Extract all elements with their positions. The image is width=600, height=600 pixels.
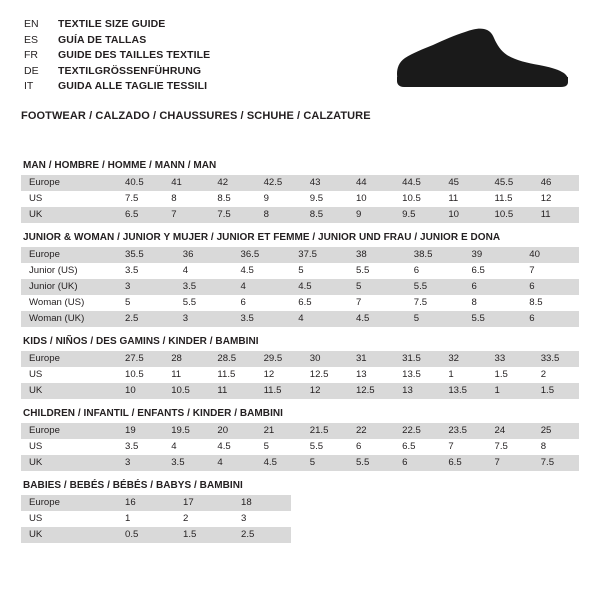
table-row (21, 295, 579, 311)
cell: 19 (117, 423, 163, 439)
cell: 40.5 (117, 175, 163, 191)
cell: 11 (163, 367, 209, 383)
cell: 10.5 (117, 367, 163, 383)
cell: 11 (440, 191, 486, 207)
cell: 7 (163, 207, 209, 223)
cell: 20 (209, 423, 255, 439)
row-label: Europe (21, 175, 117, 191)
cell: 27.5 (117, 351, 163, 367)
cell: 8.5 (521, 295, 579, 311)
cell: 18 (233, 495, 291, 511)
table-row (21, 439, 579, 455)
cell: 2 (533, 367, 579, 383)
cell: 7.5 (487, 439, 533, 455)
cell: 2.5 (117, 311, 175, 327)
cell: 13 (394, 383, 440, 399)
row-label: UK (21, 527, 117, 543)
cell: 12 (256, 367, 302, 383)
cell: 21 (256, 423, 302, 439)
cell: 4 (175, 263, 233, 279)
cell: 6 (348, 439, 394, 455)
table-row (21, 311, 579, 327)
cell: 5 (302, 455, 348, 471)
section-man (21, 160, 579, 223)
cell: 3.5 (175, 279, 233, 295)
cell: 2.5 (233, 527, 291, 543)
cell: 6 (394, 455, 440, 471)
language-code: IT (24, 80, 34, 93)
cell: 6.5 (464, 263, 522, 279)
table-row (21, 191, 579, 207)
table-row (21, 367, 579, 383)
cell: 36.5 (233, 247, 291, 263)
cell: 12 (302, 383, 348, 399)
cell: 9.5 (394, 207, 440, 223)
language-code: DE (24, 64, 39, 77)
cell: 4.5 (233, 263, 291, 279)
cell: 5 (290, 263, 348, 279)
cell: 5.5 (302, 439, 348, 455)
cell: 23.5 (440, 423, 486, 439)
cell: 10.5 (487, 207, 533, 223)
table-row (21, 263, 579, 279)
cell: 1 (487, 383, 533, 399)
cell: 6.5 (440, 455, 486, 471)
cell: 5 (117, 295, 175, 311)
cell: 4.5 (348, 311, 406, 327)
cell: 12.5 (302, 367, 348, 383)
cell: 11.5 (487, 191, 533, 207)
cell: 3 (175, 311, 233, 327)
size-table-babies (21, 495, 291, 543)
cell: 12.5 (348, 383, 394, 399)
cell: 9 (256, 191, 302, 207)
cell: 31.5 (394, 351, 440, 367)
cell: 10.5 (163, 383, 209, 399)
cell: 19.5 (163, 423, 209, 439)
cell: 4 (290, 311, 348, 327)
cell: 24 (487, 423, 533, 439)
row-label: US (21, 439, 117, 455)
cell: 36 (175, 247, 233, 263)
row-label: Europe (21, 423, 117, 439)
row-label: UK (21, 455, 117, 471)
cell: 37.5 (290, 247, 348, 263)
cell: 11 (209, 383, 255, 399)
cell: 13.5 (440, 383, 486, 399)
cell: 1 (440, 367, 486, 383)
cell: 5.5 (348, 263, 406, 279)
language-title: GUIDE DES TAILLES TEXTILE (58, 49, 211, 62)
cell: 5.5 (348, 455, 394, 471)
section-children (21, 408, 579, 471)
cell: 44.5 (394, 175, 440, 191)
row-label: Junior (US) (21, 263, 117, 279)
cell: 6 (464, 279, 522, 295)
cell: 1.5 (175, 527, 233, 543)
cell: 28.5 (209, 351, 255, 367)
cell: 7.5 (533, 455, 579, 471)
cell: 21.5 (302, 423, 348, 439)
cell: 8 (256, 207, 302, 223)
cell: 7.5 (117, 191, 163, 207)
table-row (21, 383, 579, 399)
cell: 39 (464, 247, 522, 263)
cell: 1.5 (487, 367, 533, 383)
row-label: Europe (21, 495, 117, 511)
row-label: Woman (UK) (21, 311, 117, 327)
cell: 0.5 (117, 527, 175, 543)
row-label: US (21, 367, 117, 383)
cell: 3 (117, 279, 175, 295)
cell: 11.5 (256, 383, 302, 399)
cell: 44 (348, 175, 394, 191)
table-row (21, 247, 579, 263)
cell: 8.5 (209, 191, 255, 207)
language-row (24, 48, 210, 64)
cell: 43 (302, 175, 348, 191)
table-row (21, 207, 579, 223)
cell: 16 (117, 495, 175, 511)
cell: 1 (117, 511, 175, 527)
cell: 6.5 (117, 207, 163, 223)
cell: 38.5 (406, 247, 464, 263)
size-table-man (21, 175, 579, 223)
language-row (24, 64, 210, 80)
size-table-junior-woman (21, 247, 579, 327)
cell: 29.5 (256, 351, 302, 367)
cell: 6.5 (394, 439, 440, 455)
cell: 10 (348, 191, 394, 207)
cell: 33 (487, 351, 533, 367)
section-title: MAN / HOMBRE / HOMME / MANN / MAN (23, 160, 217, 171)
cell: 7 (521, 263, 579, 279)
cell: 7 (487, 455, 533, 471)
language-title: TEXTILGRÖSSENFÜHRUNG (58, 64, 202, 77)
row-label: Europe (21, 351, 117, 367)
cell: 10 (440, 207, 486, 223)
cell: 4 (163, 439, 209, 455)
cell: 17 (175, 495, 233, 511)
table-row (21, 495, 291, 511)
row-label: UK (21, 383, 117, 399)
language-row (24, 33, 210, 49)
cell: 5.5 (464, 311, 522, 327)
table-row (21, 511, 291, 527)
cell: 4.5 (256, 455, 302, 471)
row-label: US (21, 191, 117, 207)
language-code: EN (24, 18, 39, 30)
cell: 11 (533, 207, 579, 223)
cell: 3.5 (163, 455, 209, 471)
row-label: Junior (UK) (21, 279, 117, 295)
cell: 13 (348, 367, 394, 383)
cell: 42.5 (256, 175, 302, 191)
cell: 45.5 (487, 175, 533, 191)
cell: 5 (348, 279, 406, 295)
section-title: CHILDREN / INFANTIL / ENFANTS / KINDER / BAMBINI (23, 408, 283, 419)
cell: 7 (348, 295, 406, 311)
cell: 6 (521, 311, 579, 327)
section-title: KIDS / NIÑOS / DES GAMINS / KINDER / BAMBINI (23, 336, 259, 347)
section-babies (21, 480, 579, 543)
cell: 2 (175, 511, 233, 527)
cell: 3.5 (117, 263, 175, 279)
cell: 25 (533, 423, 579, 439)
cell: 13.5 (394, 367, 440, 383)
cell: 5 (256, 439, 302, 455)
cell: 3 (233, 511, 291, 527)
cell: 12 (533, 191, 579, 207)
language-code: FR (24, 49, 38, 62)
table-row (21, 175, 579, 191)
document-header (0, 0, 600, 122)
section-title: JUNIOR & WOMAN / JUNIOR Y MUJER / JUNIOR ET FEMME / JUNIOR UND FRAU / JUNIOR E DONA (23, 232, 501, 243)
row-label: UK (21, 207, 117, 223)
category-line: FOOTWEAR / CALZADO / CHAUSSURES / SCHUHE / CALZATURE (21, 110, 371, 122)
row-label: US (21, 511, 117, 527)
table-row (21, 423, 579, 439)
dress-shoe-icon (389, 27, 574, 97)
cell: 3.5 (117, 439, 163, 455)
language-title: TEXTILE SIZE GUIDE (58, 18, 166, 30)
cell: 10 (117, 383, 163, 399)
table-row (21, 455, 579, 471)
cell: 33.5 (533, 351, 579, 367)
cell: 7.5 (406, 295, 464, 311)
cell: 5 (406, 311, 464, 327)
cell: 11.5 (209, 367, 255, 383)
cell: 4 (233, 279, 291, 295)
table-row (21, 351, 579, 367)
language-row (24, 17, 210, 33)
table-row (21, 527, 291, 543)
cell: 41 (163, 175, 209, 191)
cell: 22 (348, 423, 394, 439)
cell: 6.5 (290, 295, 348, 311)
cell: 4.5 (290, 279, 348, 295)
language-row (24, 79, 210, 95)
language-title-list (24, 17, 210, 95)
cell: 46 (533, 175, 579, 191)
cell: 8 (464, 295, 522, 311)
language-code: ES (24, 33, 39, 46)
cell: 28 (163, 351, 209, 367)
cell: 7.5 (209, 207, 255, 223)
cell: 32 (440, 351, 486, 367)
cell: 4 (209, 455, 255, 471)
table-row (21, 279, 579, 295)
cell: 8 (533, 439, 579, 455)
cell: 45 (440, 175, 486, 191)
cell: 40 (521, 247, 579, 263)
cell: 9 (348, 207, 394, 223)
cell: 30 (302, 351, 348, 367)
cell: 8 (163, 191, 209, 207)
cell: 5.5 (406, 279, 464, 295)
cell: 4.5 (209, 439, 255, 455)
cell: 10.5 (394, 191, 440, 207)
cell: 5.5 (175, 295, 233, 311)
cell: 9.5 (302, 191, 348, 207)
cell: 6 (406, 263, 464, 279)
cell: 1.5 (533, 383, 579, 399)
cell: 6 (521, 279, 579, 295)
cell: 22.5 (394, 423, 440, 439)
cell: 8.5 (302, 207, 348, 223)
size-table-kids (21, 351, 579, 399)
language-title: GUÍA DE TALLAS (58, 33, 147, 46)
section-junior-woman (21, 232, 579, 327)
cell: 31 (348, 351, 394, 367)
cell: 3 (117, 455, 163, 471)
cell: 6 (233, 295, 291, 311)
cell: 42 (209, 175, 255, 191)
section-title: BABIES / BEBÉS / BÉBÉS / BABYS / BAMBINI (23, 480, 243, 491)
cell: 35.5 (117, 247, 175, 263)
cell: 7 (440, 439, 486, 455)
row-label: Europe (21, 247, 117, 263)
cell: 3.5 (233, 311, 291, 327)
language-title: GUIDA ALLE TAGLIE TESSILI (58, 80, 208, 93)
cell: 38 (348, 247, 406, 263)
row-label: Woman (US) (21, 295, 117, 311)
size-table-children (21, 423, 579, 471)
size-tables (21, 160, 579, 552)
section-kids (21, 336, 579, 399)
